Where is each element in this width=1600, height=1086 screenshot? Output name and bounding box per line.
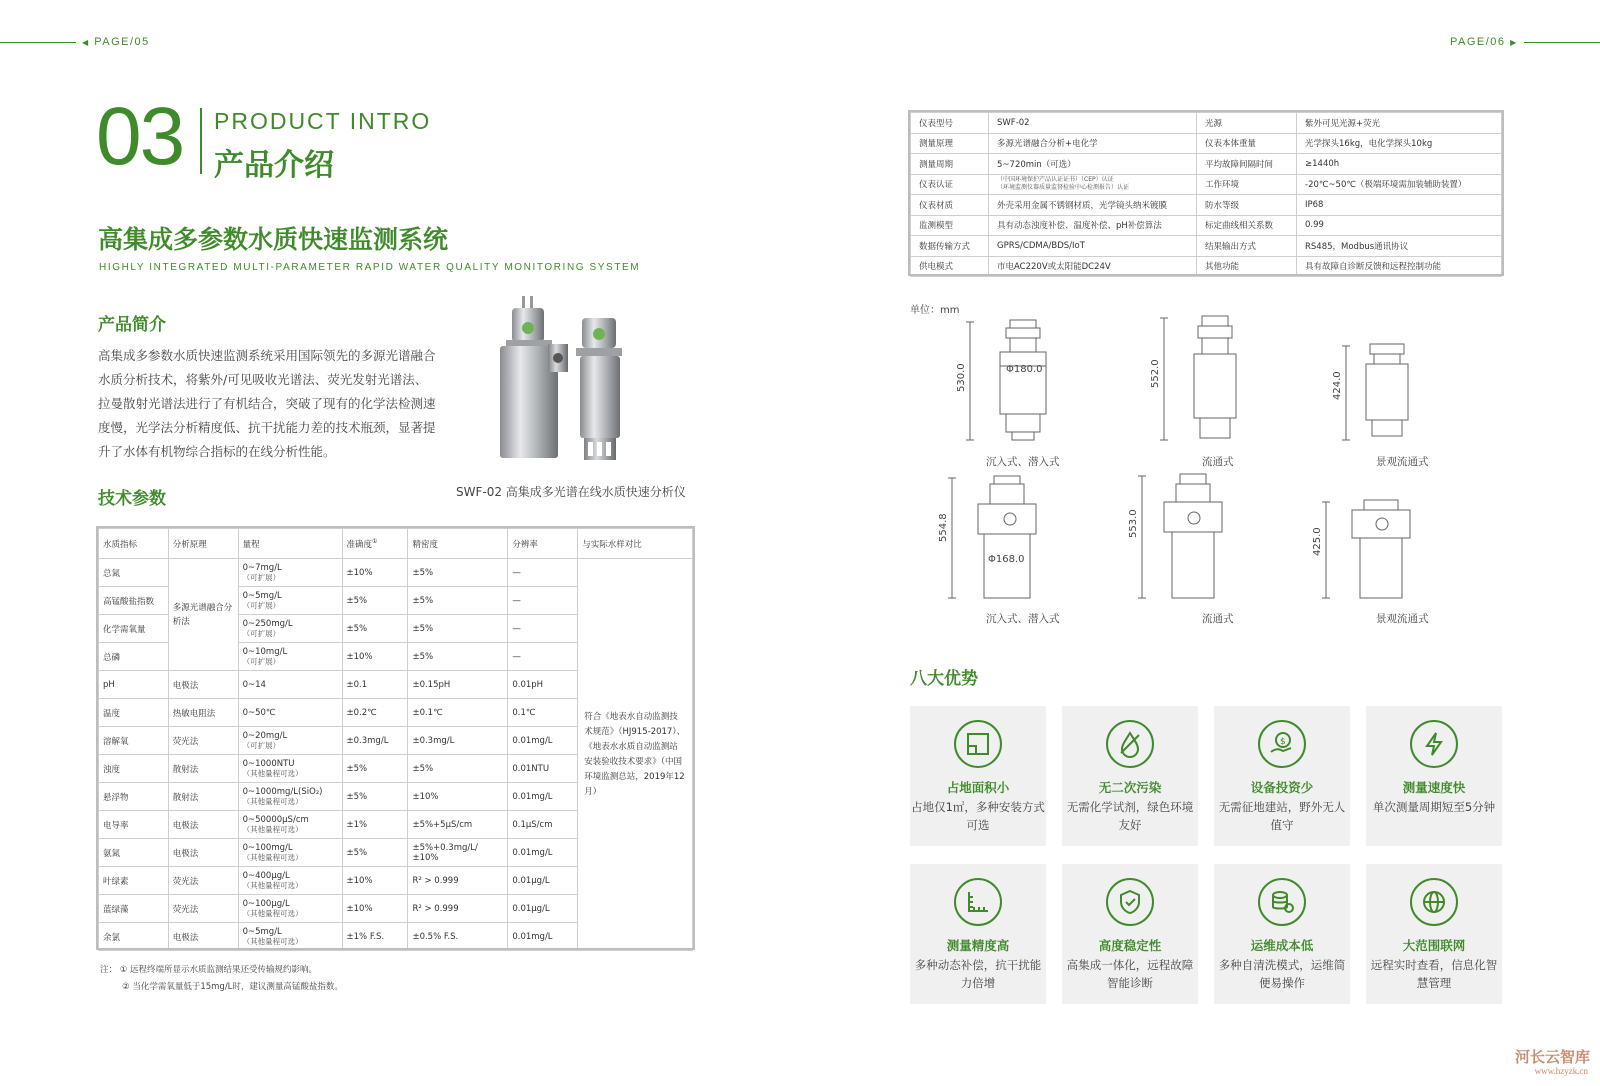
range-value: 0~5mg/L: [242, 927, 282, 937]
table-cell: —: [508, 559, 578, 587]
bolt-icon: [1410, 720, 1458, 768]
table-row: [911, 236, 1502, 257]
system-title-en: HIGHLY INTEGRATED MULTI-PARAMETER RAPID WATER QUALITY MONITORING SYSTEM: [99, 262, 641, 273]
table-cell: 仪表材质: [911, 195, 989, 216]
advantage-card: [1214, 706, 1350, 846]
table-cell: 外壳采用金属不锈钢材质，光学镜头纳米镀膜: [989, 195, 1197, 216]
drawing-label: 景观流通式: [1376, 613, 1429, 625]
range-note: （可扩展）: [242, 601, 281, 610]
notes: [100, 962, 343, 996]
table-cell: ≥1440h: [1297, 154, 1502, 175]
table-cell: [238, 839, 342, 867]
watermark-url: www.hzyzk.cn: [1534, 1066, 1588, 1076]
range-value: 0~7mg/L: [242, 563, 282, 573]
range-note: （其他量程可选）: [242, 881, 303, 890]
table-cell: 5~720min（可选）: [989, 154, 1197, 175]
dim-height-4: 554.8: [938, 513, 949, 542]
range-value: 0~5mg/L: [242, 591, 282, 601]
advantage-card: [1062, 706, 1198, 846]
drawing-label: 景观流通式: [1376, 456, 1429, 468]
table-cell: 荧光法: [168, 867, 238, 895]
table-cell: ±0.5% F.S.: [408, 923, 508, 951]
table-cell: 0.01pH: [508, 671, 578, 699]
table-cell: 电极法: [168, 671, 238, 699]
table-cell: ±5%: [408, 755, 508, 783]
drawing-label: 沉入式、潜入式: [986, 613, 1060, 625]
drawing-flow-top: [1160, 316, 1236, 440]
table-cell: ±1%: [342, 811, 408, 839]
advantage-title: 测量速度快: [1402, 780, 1466, 795]
table-cell: 荧光法: [168, 727, 238, 755]
table-cell: 溶解氧: [99, 727, 169, 755]
range-value: 0~50000μS/cm: [242, 815, 309, 825]
advantage-title: 运维成本低: [1250, 938, 1314, 953]
range-note: （可扩展）: [242, 657, 281, 666]
section-title-en: PRODUCT INTRO: [214, 108, 432, 134]
table-cell: 电极法: [168, 811, 238, 839]
table-row: [911, 113, 1502, 134]
table-cell: ±10%: [342, 867, 408, 895]
table-cell: 具有动态浊度补偿、温度补偿、pH补偿算法: [989, 215, 1197, 236]
advantage-desc: 单次测量周期短至5分钟: [1372, 800, 1496, 814]
table-cell: 仪表认证: [911, 174, 989, 195]
range-value: 0~20mg/L: [242, 731, 288, 741]
table-cell: ±10%: [408, 783, 508, 811]
table-cell: [238, 755, 342, 783]
cert-line: （中国环境保护产品认证证书）（CEP）认证: [997, 176, 1114, 184]
table-cell: [989, 174, 1197, 195]
table-cell: [238, 727, 342, 755]
dimension-drawings: [940, 316, 1540, 636]
drawing-landscape-top: [1342, 344, 1408, 440]
range-value: 0~100μg/L: [242, 899, 290, 909]
header-cell: 分辨率: [508, 529, 578, 559]
table-cell: 具有故障自诊断反馈和远程控制功能: [1297, 256, 1502, 277]
drawing-label: 沉入式、潜入式: [986, 456, 1060, 468]
table-cell: [238, 615, 342, 643]
table-cell: ±0.3mg/L: [342, 727, 408, 755]
advantage-title: 占地面积小: [946, 780, 1010, 795]
table-cell: 工作环境: [1197, 174, 1297, 195]
table-cell: 仪表本体重量: [1197, 133, 1297, 154]
drawing-landscape-bottom: [1322, 500, 1410, 598]
table-cell: 温度: [99, 699, 169, 727]
table-cell: GPRS/CDMA/BDS/IoT: [989, 236, 1197, 257]
table-cell: 电极法: [168, 839, 238, 867]
cert-line: （环境监测仪器质量监督检验中心检测报告）认证: [997, 184, 1130, 192]
table-cell: ±5%: [408, 559, 508, 587]
table-cell: ±0.2℃: [342, 699, 408, 727]
advantage-card: [910, 864, 1046, 1004]
table-cell: 平均故障间隔时间: [1197, 154, 1297, 175]
area-icon: [954, 720, 1002, 768]
range-note: （其他量程可选）: [242, 937, 303, 946]
table-cell: ±0.1℃: [408, 699, 508, 727]
advantage-desc: 无需征地建站，野外无人值守: [1218, 800, 1346, 832]
footnote-mark: ①: [372, 537, 378, 545]
range-note: （可扩展）: [242, 629, 281, 638]
table-cell: —: [508, 643, 578, 671]
table-cell: [238, 587, 342, 615]
tech-header-row: [99, 529, 693, 559]
coins-icon: [1258, 878, 1306, 926]
tech-spec-table: [98, 528, 693, 951]
table-cell: 0.99: [1297, 215, 1502, 236]
table-cell: 0.01mg/L: [508, 783, 578, 811]
table-cell: 市电AC220V或太阳能DC24V: [989, 256, 1197, 277]
section-title-cn: 产品介绍: [214, 148, 334, 183]
table-cell: 结果输出方式: [1197, 236, 1297, 257]
table-cell: RS485，Modbus通讯协议: [1297, 236, 1502, 257]
table-cell: R² > 0.999: [408, 867, 508, 895]
table-cell: ±5%: [342, 587, 408, 615]
table-cell: [238, 643, 342, 671]
table-cell: IP68: [1297, 195, 1502, 216]
table-cell: 化学需氧量: [99, 615, 169, 643]
table-cell: ±5%: [408, 615, 508, 643]
advantage-card: [1366, 864, 1502, 1004]
watermark-logo: 河长云智库: [1514, 1048, 1590, 1066]
table-cell: 电极法: [168, 923, 238, 951]
advantage-desc: 高集成一体化，远程故障智能诊断: [1066, 958, 1194, 990]
table-cell: 0.01mg/L: [508, 839, 578, 867]
shield-icon: [1106, 878, 1154, 926]
table-cell: 0.1μS/cm: [508, 811, 578, 839]
advantage-title: 无二次污染: [1098, 780, 1162, 795]
advantage-card: [1366, 706, 1502, 846]
table-cell: SWF-02: [989, 113, 1197, 134]
table-cell: [238, 923, 342, 951]
table-cell: ±1% F.S.: [342, 923, 408, 951]
table-row: [911, 215, 1502, 236]
table-cell: ±0.1: [342, 671, 408, 699]
table-cell: ±10%: [342, 559, 408, 587]
table-cell: 叶绿素: [99, 867, 169, 895]
table-cell: 0.01μg/L: [508, 895, 578, 923]
table-cell: 余氯: [99, 923, 169, 951]
triangle-right-icon: ▶: [1510, 38, 1518, 47]
table-cell: 多源光谱融合分析法: [168, 559, 238, 671]
range-value: 0~1000mg/L(SiO₂): [242, 787, 323, 797]
header-cell: 与实际水样对比: [578, 529, 693, 559]
advantage-title: 高度稳定性: [1098, 938, 1162, 953]
instrument-spec-table: [910, 112, 1502, 277]
drawing-label: 流通式: [1202, 613, 1234, 625]
table-row: [911, 133, 1502, 154]
ruler-icon: [954, 878, 1002, 926]
unit-label: 单位：mm: [910, 305, 960, 316]
range-value: 0~250mg/L: [242, 619, 293, 629]
advantages-heading: 八大优势: [910, 669, 978, 689]
range-note: （其他量程可选）: [242, 909, 303, 918]
range-note: （其他量程可选）: [242, 825, 303, 834]
header-cell: 量程: [238, 529, 342, 559]
table-cell: 光源: [1197, 113, 1297, 134]
table-row: [99, 559, 693, 587]
page-number-right: PAGE/06 ▶: [1450, 36, 1518, 48]
range-note: （其他量程可选）: [242, 797, 303, 806]
range-value: 0~14: [242, 679, 266, 690]
table-cell: 0.01mg/L: [508, 727, 578, 755]
table-cell: 散射法: [168, 755, 238, 783]
table-cell: [238, 783, 342, 811]
advantage-desc: 多种动态补偿，抗干扰能力倍增: [914, 958, 1042, 990]
system-title-cn: 高集成多参数水质快速监测系统: [98, 225, 449, 254]
header-cell: 水质指标: [99, 529, 169, 559]
header-cell: 精密度: [408, 529, 508, 559]
advantage-desc: 无需化学试剂，绿色环境友好: [1066, 800, 1194, 832]
drawing-submersible-top: [966, 320, 1046, 440]
drawing-submersible-bottom: [948, 476, 1036, 598]
svg-text:$: $: [1280, 737, 1286, 747]
table-cell: [238, 895, 342, 923]
title-divider: [200, 108, 202, 174]
range-note: （可扩展）: [242, 741, 281, 750]
advantage-desc: 占地仅1㎡，多种安装方式可选: [911, 800, 1045, 832]
table-cell: -20℃~50℃（极端环境需加装辅助装置）: [1297, 174, 1502, 195]
table-row: [911, 174, 1502, 195]
table-cell: ±0.3mg/L: [408, 727, 508, 755]
dim-height-6: 425.0: [1312, 527, 1323, 556]
dim-dia-1: Φ180.0: [1006, 364, 1043, 375]
range-note: （其他量程可选）: [242, 853, 303, 862]
range-value: 0~100mg/L: [242, 843, 293, 853]
table-cell: 光学探头16kg，电化学探头10kg: [1297, 133, 1502, 154]
table-cell: 电导率: [99, 811, 169, 839]
table-cell: 监测模型: [911, 215, 989, 236]
table-cell: [238, 671, 342, 699]
table-cell: 数据传输方式: [911, 236, 989, 257]
table-row: [911, 195, 1502, 216]
table-cell: 仪表型号: [911, 113, 989, 134]
table-cell: 供电模式: [911, 256, 989, 277]
table-cell: 氨氮: [99, 839, 169, 867]
range-value: 0~400μg/L: [242, 871, 290, 881]
advantage-card: [910, 706, 1046, 846]
table-cell: R² > 0.999: [408, 895, 508, 923]
table-cell: 热敏电阻法: [168, 699, 238, 727]
table-cell: 符合《地表水自动监测技术规范》（HJ915-2017）、《地表水水质自动监测站安装验收技术要求》（中国环境监测总站，2019年12月）: [578, 559, 693, 951]
drawing-flow-bottom: [1138, 474, 1222, 598]
table-cell: 浊度: [99, 755, 169, 783]
table-cell: [238, 559, 342, 587]
table-cell: 标定曲线相关系数: [1197, 215, 1297, 236]
intro-text: 高集成多参数水质快速监测系统采用国际领先的多源光谱融合水质分析技术，将紫外/可见吸收光谱法、荧光发射光谱法、拉曼散射光谱法进行了有机结合，突破了现有的化学法检测速度慢，光学法分析精度低、抗干扰能力差的技术瓶颈，显著提升了水体有机物综合指标的在线分析性能。: [98, 348, 436, 459]
table-row: [911, 256, 1502, 277]
advantage-card: [1214, 864, 1350, 1004]
table-cell: [238, 811, 342, 839]
drawing-label: 流通式: [1202, 456, 1234, 468]
table-cell: 高锰酸盐指数: [99, 587, 169, 615]
table-cell: ±5%: [408, 643, 508, 671]
table-cell: [238, 867, 342, 895]
table-cell: 散射法: [168, 783, 238, 811]
table-cell: —: [508, 587, 578, 615]
table-cell: 悬浮物: [99, 783, 169, 811]
table-cell: 测量周期: [911, 154, 989, 175]
header-cell: 准确度①: [342, 529, 408, 559]
table-cell: 测量原理: [911, 133, 989, 154]
table-cell: ±10%: [342, 643, 408, 671]
range-note: （其他量程可选）: [242, 769, 303, 778]
section-number: 03: [96, 91, 184, 182]
note-item: ② 当化学需氧量低于15mg/L时，建议测量高锰酸盐指数。: [122, 982, 343, 992]
table-cell: 多源光谱融合分析+电化学: [989, 133, 1197, 154]
page-number-left: ◀ PAGE/05: [82, 36, 150, 48]
dim-height-2: 552.0: [1150, 359, 1161, 388]
table-cell: 荧光法: [168, 895, 238, 923]
range-value: 0~10mg/L: [242, 647, 288, 657]
range-value: 0~50℃: [242, 707, 276, 718]
header-rule-left: [0, 42, 76, 43]
table-cell: 总磷: [99, 643, 169, 671]
intro-heading: 产品简介: [98, 315, 166, 335]
advantage-title: 大范围联网: [1402, 938, 1466, 953]
advantage-title: 设备投资少: [1250, 780, 1314, 795]
table-cell: ±0.15pH: [408, 671, 508, 699]
table-cell: 防水等级: [1197, 195, 1297, 216]
tech-heading: 技术参数: [98, 489, 166, 509]
table-cell: 0.1℃: [508, 699, 578, 727]
table-cell: —: [508, 615, 578, 643]
advantage-desc: 多种自清洗模式，运维简便易操作: [1218, 958, 1346, 990]
table-cell: 0.01mg/L: [508, 923, 578, 951]
table-cell: ±5%: [342, 783, 408, 811]
drop-icon: [1106, 720, 1154, 768]
table-cell: ±5%+0.3mg/L/±10%: [408, 839, 508, 867]
notes-label: 注：: [100, 965, 118, 975]
table-cell: 其他功能: [1197, 256, 1297, 277]
product-caption: SWF-02 高集成多光谱在线水质快速分析仪: [456, 485, 686, 499]
advantage-title: 测量精度高: [946, 938, 1010, 953]
product-image: [500, 296, 680, 472]
table-cell: 0.01μg/L: [508, 867, 578, 895]
globe-icon: [1410, 878, 1458, 926]
table-cell: ±10%: [342, 895, 408, 923]
advantage-desc: 远程实时查看，信息化智慧管理: [1370, 958, 1498, 990]
table-cell: 紫外可见光源+荧光: [1297, 113, 1502, 134]
table-cell: 总氮: [99, 559, 169, 587]
advantage-card: [1062, 864, 1198, 1004]
table-cell: 0.01NTU: [508, 755, 578, 783]
dim-height-5: 553.0: [1128, 509, 1139, 538]
money-icon: [1258, 720, 1306, 768]
dim-height-3: 424.0: [1332, 371, 1343, 400]
table-cell: 蓝绿藻: [99, 895, 169, 923]
range-value: 0~1000NTU: [242, 759, 295, 769]
table-cell: pH: [99, 671, 169, 699]
note-item: ① 远程终端所显示水质监测结果还受传输规约影响。: [119, 965, 318, 975]
dim-height-1: 530.0: [956, 363, 967, 392]
table-cell: ±5%: [408, 587, 508, 615]
header-cell: 分析原理: [168, 529, 238, 559]
dim-dia-4: Φ168.0: [988, 554, 1025, 565]
table-cell: ±5%: [342, 615, 408, 643]
table-cell: ±5%+5μS/cm: [408, 811, 508, 839]
table-cell: ±5%: [342, 839, 408, 867]
table-cell: ±5%: [342, 755, 408, 783]
table-cell: [238, 699, 342, 727]
table-row: [911, 154, 1502, 175]
range-note: （可扩展）: [242, 573, 281, 582]
header-rule-right: [1524, 42, 1600, 43]
triangle-left-icon: ◀: [82, 38, 90, 47]
